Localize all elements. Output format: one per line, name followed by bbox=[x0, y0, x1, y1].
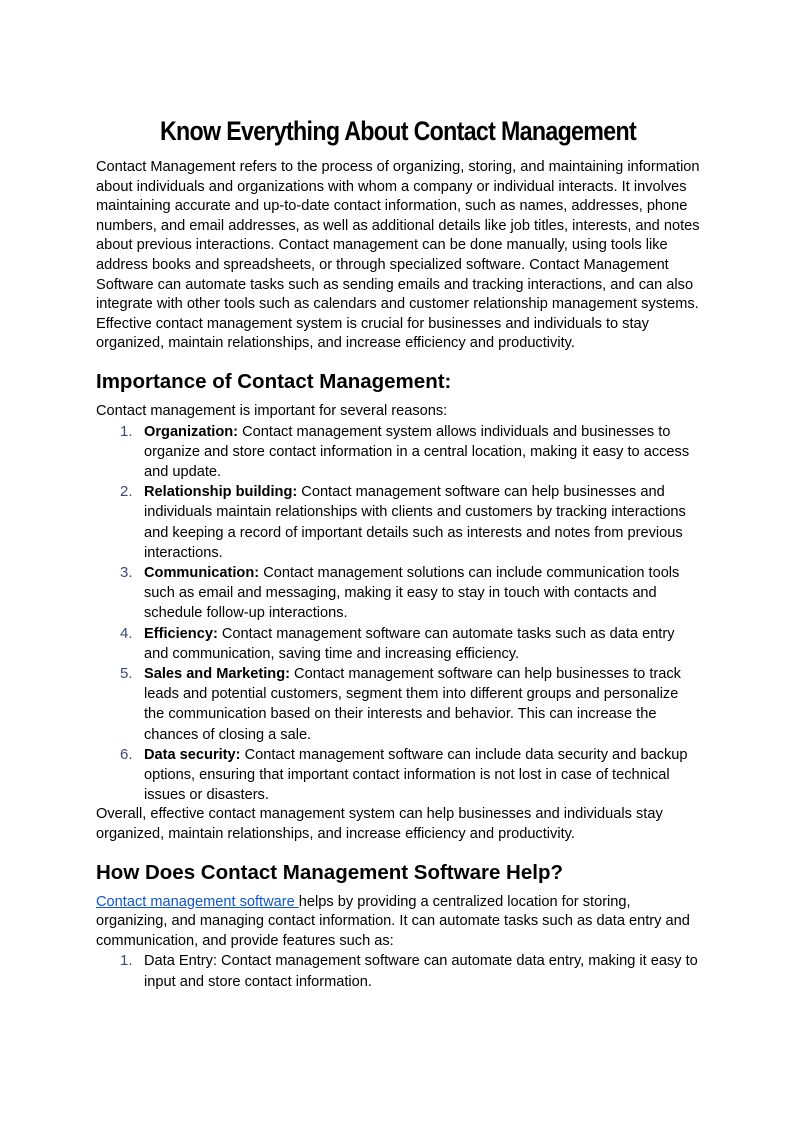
list-number: 1. bbox=[120, 422, 133, 440]
list-text: Data Entry: Contact management software can automate data entry, making it easy to input and store contact information. bbox=[144, 953, 698, 990]
intro-paragraph: Contact Management refers to the process of organizing, storing, and maintaining information about individuals and organizations with whom a company or individual interacts. It involves maintaining accurate and up-to-date contact information, such as names, addresses, phone numbers, and email addresses, as well as additional details like job titles, interests, and notes about previous interactions. Contact management can be done manually, using tools like address books and spreadsheets, or through specialized software. Contact Management Software can automate tasks such as sending emails and tracking interactions, and can also integrate with other tools such as calendars and customer relationship management systems. Effective contact management system is crucial for businesses and individuals to stay organized, maintain relationships, and increase efficiency and productivity. bbox=[96, 159, 700, 352]
list-term: Data security: bbox=[144, 746, 241, 763]
list-number: 5. bbox=[120, 664, 133, 682]
list-number: 3. bbox=[120, 563, 133, 581]
list-item bbox=[96, 624, 700, 664]
list-text: Contact management software can automate tasks such as data entry and communication, saving time and increasing efficiency. bbox=[144, 625, 675, 662]
list-item bbox=[96, 563, 700, 624]
importance-heading: Importance of Contact Management: bbox=[96, 369, 452, 393]
list-item bbox=[96, 664, 700, 745]
list-item bbox=[96, 422, 700, 483]
list-term: Efficiency: bbox=[144, 625, 218, 642]
list-number: 2. bbox=[120, 483, 133, 501]
list-number: 6. bbox=[120, 745, 133, 763]
list-term: Relationship building: bbox=[144, 484, 298, 501]
importance-list bbox=[96, 422, 700, 806]
document-page bbox=[96, 112, 700, 992]
how-paragraph bbox=[96, 893, 700, 952]
document-title: Know Everything About Contact Management bbox=[159, 116, 637, 146]
list-term: Organization: bbox=[144, 423, 239, 440]
list-text: Contact management solutions can include communication tools such as email and messaging, making it easy to stay in touch with contacts and schedule follow-up interactions. bbox=[144, 564, 680, 622]
list-number: 4. bbox=[120, 624, 133, 642]
list-term: Communication: bbox=[144, 564, 260, 581]
list-term: Sales and Marketing: bbox=[144, 665, 290, 682]
importance-lead: Contact management is important for several reasons: bbox=[96, 402, 448, 419]
importance-closing: Overall, effective contact management system can help businesses and individuals stay organized, maintain relationships, and increase efficiency and productivity. bbox=[96, 806, 663, 842]
how-paragraph-text: helps by providing a centralized location for storing, organizing, and managing contact information. It can automate tasks such as data entry and communication, and provide features such as: bbox=[96, 893, 690, 949]
contact-management-software-link[interactable]: Contact management software bbox=[96, 893, 299, 910]
list-item bbox=[96, 482, 700, 563]
how-list bbox=[96, 951, 700, 991]
how-heading: How Does Contact Management Software Help? bbox=[96, 860, 564, 884]
list-text: Contact management software can include data security and backup options, ensuring that important contact information is not lost in case of technical issues or disasters. bbox=[144, 746, 688, 804]
list-text: Contact management software can help businesses to track leads and potential customers, segment them into different groups and personalize the communication based on their interests and behavior. This can increase the chances of closing a sale. bbox=[144, 665, 681, 743]
list-item bbox=[96, 951, 700, 991]
list-number: 1. bbox=[120, 952, 133, 970]
list-text: Contact management software can help businesses and individuals maintain relationships with clients and customers by tracking interactions and keeping a record of important details such as interests and notes from previous interactions. bbox=[144, 484, 686, 561]
list-text: Contact management system allows individuals and businesses to organize and store contact information in a central location, making it easy to access and update. bbox=[144, 423, 690, 480]
list-item bbox=[96, 745, 700, 806]
